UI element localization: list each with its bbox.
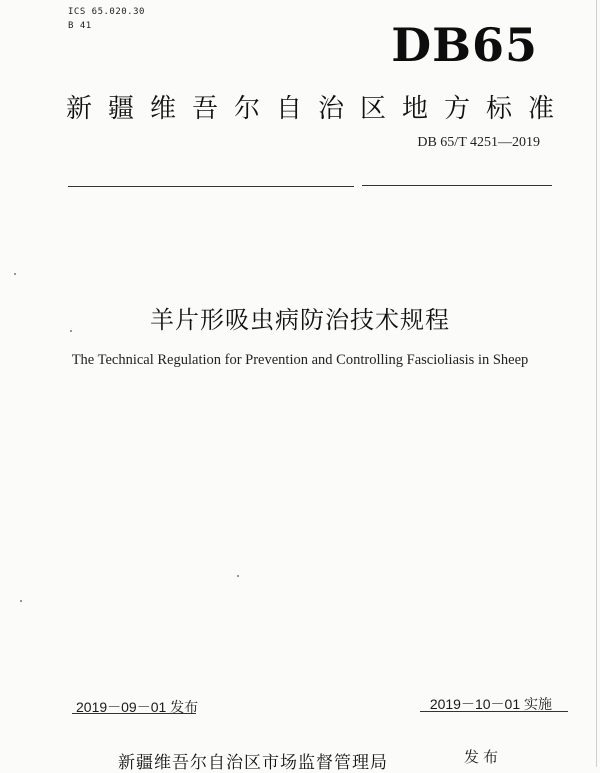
standard-mark: DB65 [391,18,538,72]
scan-speck [20,600,22,602]
issuing-authority: 新疆维吾尔自治区市场监督管理局 [118,753,388,773]
issue-date: 2019－09－01 发布 [76,699,199,715]
ics-code: ICS 65.020.30 [68,7,145,17]
standard-type-heading: 新疆维吾尔自治区地方标准 [66,94,571,124]
classification-code: B 41 [68,21,92,31]
implementation-date-underline [420,711,568,712]
page-edge-shadow [596,0,597,767]
standard-number: DB 65/T 4251—2019 [417,135,540,150]
scan-speck [237,575,239,577]
header-divider-right [362,185,552,186]
scan-speck [70,330,72,332]
document-title-chinese: 羊片形吸虫病防治技术规程 [150,306,450,334]
scan-speck [14,273,16,275]
issue-date-underline [72,713,196,714]
issued-label: 发布 [464,748,503,766]
document-title-english: The Technical Regulation for Prevention and Controlling Fascioliasis in Sheep [71,352,529,368]
header-divider-left [68,186,354,187]
implementation-date: 2019－10－01 实施 [429,696,552,712]
